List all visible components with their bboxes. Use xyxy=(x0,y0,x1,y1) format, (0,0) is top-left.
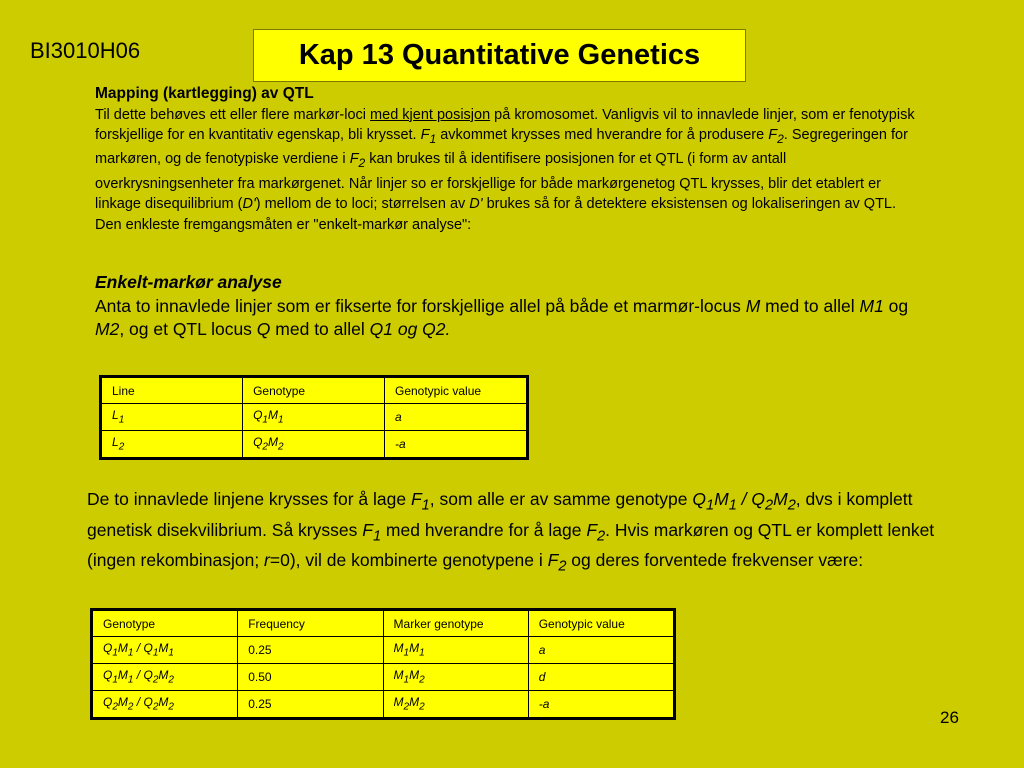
section-heading: Mapping (kartlegging) av QTL xyxy=(95,85,314,102)
subscript: 1 xyxy=(421,497,430,514)
symbol: M xyxy=(117,641,128,656)
symbol: r xyxy=(264,550,270,570)
symbol: M2 xyxy=(95,319,120,339)
subscript: 1 xyxy=(429,131,437,146)
symbol: F xyxy=(547,550,559,570)
subscript: 1 xyxy=(419,647,425,659)
subscript: 2 xyxy=(777,131,784,146)
text-run: De to innavlede linjene krysses for å lage xyxy=(87,489,411,509)
symbol: M xyxy=(158,641,169,656)
subscript: 2 xyxy=(787,497,796,514)
subscript: 2 xyxy=(558,558,567,575)
table-row xyxy=(101,404,528,431)
symbol: F xyxy=(362,519,373,540)
table-cell xyxy=(528,691,674,719)
subscript: 2 xyxy=(765,497,774,514)
symbol: M xyxy=(267,435,278,450)
cross-description xyxy=(87,487,947,579)
symbol: a xyxy=(538,643,546,657)
subscript: 1 xyxy=(127,674,134,686)
symbol: a xyxy=(394,410,402,424)
text-run: Anta to innavlede linjer som er fikserte for forskjellige allel på både et marmør-locus xyxy=(95,295,746,316)
header-cell: Marker genotype xyxy=(383,610,528,637)
symbol: M xyxy=(158,668,169,683)
symbol: M xyxy=(393,695,404,710)
table-cell xyxy=(243,431,385,459)
symbol: -a xyxy=(394,437,406,451)
symbol: D' xyxy=(469,196,483,213)
symbol: / Q xyxy=(736,489,765,509)
symbol: M xyxy=(158,695,169,710)
table-cell xyxy=(384,404,527,431)
table-cell xyxy=(383,691,528,719)
text-run: kan brukes til å identifisere posisjonen for et QTL (i form av antall overkrysningsenheter fra markørgenet. Når linjer so er forskjellige for både markørgenetog QTL krysses, blir det etablert er linkage disequilibrium ( xyxy=(95,151,882,213)
subscript: 2 xyxy=(168,674,174,686)
symbol: F xyxy=(410,489,422,509)
symbol: Q xyxy=(103,695,113,710)
table-row xyxy=(101,431,528,459)
header-cell: Genotype xyxy=(92,610,238,637)
table-header-row xyxy=(101,377,528,404)
symbol: M xyxy=(117,668,128,683)
text-run: . Hvis markøren og QTL er komplett lenket (ingen rekombinasjon; xyxy=(87,519,935,570)
subscript: 1 xyxy=(706,497,715,514)
symbol: M xyxy=(409,641,420,656)
text-run: på kromosomet. Vanligvis vil to innavlede linjer, som er fenotypisk forskjellige for en kvantitativ egenskap, bli krysset. xyxy=(95,106,915,143)
subscript: 1 xyxy=(112,674,118,686)
subscript: 2 xyxy=(127,701,134,713)
table-cell: 0.50 xyxy=(238,664,383,691)
header-cell: Genotype xyxy=(243,377,385,404)
table-cell xyxy=(528,637,674,664)
header-cell: Line xyxy=(101,377,243,404)
subscript: 2 xyxy=(419,701,425,713)
symbol: L xyxy=(112,408,119,423)
header-cell: Genotypic value xyxy=(384,377,527,404)
text-run: , og et QTL locus xyxy=(119,319,257,339)
section-heading: Enkelt-markør analyse xyxy=(95,272,282,292)
symbol: Q xyxy=(103,668,113,683)
subscript: 1 xyxy=(728,497,737,514)
symbol: Q xyxy=(143,668,153,683)
symbol: Q xyxy=(143,641,153,656)
symbol: M xyxy=(267,408,278,423)
page-number: 26 xyxy=(940,708,959,727)
subscript: 1 xyxy=(262,414,268,426)
lines-table xyxy=(99,375,529,460)
table-cell xyxy=(243,404,385,431)
subscript: 2 xyxy=(358,156,366,171)
text-run: med to allel xyxy=(270,319,370,339)
subscript: 2 xyxy=(597,528,606,544)
symbol: d xyxy=(538,670,546,684)
subscript: 1 xyxy=(277,414,284,426)
symbol: D' xyxy=(242,196,256,213)
symbol: M1 xyxy=(859,295,884,316)
separator: / xyxy=(133,668,144,683)
symbol: M xyxy=(714,489,729,509)
header-cell: Frequency xyxy=(238,610,383,637)
table-cell xyxy=(383,664,528,691)
subscript: 2 xyxy=(168,701,174,713)
symbol: M xyxy=(117,695,128,710)
header-cell: Genotypic value xyxy=(528,610,674,637)
symbol: F xyxy=(420,127,430,143)
table-cell xyxy=(384,431,527,459)
text-run: med hverandre for å lage xyxy=(381,519,587,540)
text-run: ) mellom de to loci; størrelsen av xyxy=(255,196,470,213)
table-row xyxy=(92,691,675,719)
symbol: F xyxy=(349,151,359,168)
table-row xyxy=(92,637,675,664)
subscript: 1 xyxy=(118,414,125,426)
subscript: 1 xyxy=(112,647,118,659)
course-code: BI3010H06 xyxy=(30,38,141,63)
text-run: , dvs i komplett genetisk disekvilibrium. Så krysses xyxy=(87,489,913,540)
symbol: Q xyxy=(143,695,153,710)
symbol: M xyxy=(393,641,404,656)
underlined-text: med kjent posisjon xyxy=(370,106,491,123)
subscript: 1 xyxy=(152,647,159,659)
text-run: avkommet krysses med hverandre for å produsere xyxy=(436,127,769,143)
symbol: Q xyxy=(256,319,271,339)
text-run: og deres forventede frekvenser være: xyxy=(566,550,864,570)
symbol: M xyxy=(745,295,761,316)
subscript: 2 xyxy=(403,701,410,713)
table-cell xyxy=(92,637,238,664)
subscript: 1 xyxy=(372,528,382,544)
subscript: 2 xyxy=(112,701,118,713)
slide-title: Kap 13 Quantitative Genetics xyxy=(253,29,746,82)
symbol: Q xyxy=(692,489,706,509)
text-run: med to allel xyxy=(760,295,860,316)
symbol: M xyxy=(409,668,420,683)
subscript: 1 xyxy=(168,647,174,659)
table-cell xyxy=(383,637,528,664)
subscript: 2 xyxy=(152,674,159,686)
subscript: 1 xyxy=(127,647,134,659)
symbol: M xyxy=(393,668,404,683)
symbol: L xyxy=(112,435,119,450)
table-cell xyxy=(92,691,238,719)
symbol: F xyxy=(768,127,778,143)
subscript: 2 xyxy=(277,441,284,453)
table-cell xyxy=(528,664,674,691)
text-run: Til dette behøves ett eller flere markør-loci xyxy=(95,106,371,123)
separator: / xyxy=(133,641,144,656)
separator: / xyxy=(133,695,144,710)
table-cell xyxy=(101,431,243,459)
f2-genotypes-table xyxy=(90,608,676,720)
section-single-marker xyxy=(95,271,925,342)
symbol: Q xyxy=(103,641,113,656)
subscript: 1 xyxy=(403,674,410,686)
section-body xyxy=(95,295,925,342)
text-run: . Segregeringen for markøren, og de fenotypiske verdiene i xyxy=(95,127,908,168)
text-run: , som alle er av samme genotype xyxy=(429,489,693,509)
table-cell xyxy=(92,664,238,691)
subscript: 2 xyxy=(118,441,125,453)
subscript: 1 xyxy=(403,647,410,659)
subscript: 2 xyxy=(262,441,268,453)
subscript: 2 xyxy=(419,674,425,686)
text-run: brukes så for å detektere eksistensen og lokaliseringen av QTL. Den enkleste fremgangsmåten er "enkelt-markør analyse": xyxy=(95,196,897,233)
symbol: -a xyxy=(538,697,550,711)
text-run: og xyxy=(883,295,909,316)
symbol: Q xyxy=(253,408,263,423)
symbol: Q xyxy=(253,435,263,450)
table-cell: 0.25 xyxy=(238,637,383,664)
table-header-row xyxy=(92,610,675,637)
symbol: M xyxy=(773,489,788,509)
text-run: =0), vil de kombinerte genotypene i xyxy=(269,550,548,570)
section-body xyxy=(95,105,925,236)
table-cell xyxy=(101,404,243,431)
table-cell: 0.25 xyxy=(238,691,383,719)
symbol: Q1 og Q2. xyxy=(369,319,451,339)
section-qtl-mapping xyxy=(95,84,925,235)
subscript: 2 xyxy=(152,701,159,713)
table-row xyxy=(92,664,675,691)
symbol: M xyxy=(409,695,420,710)
symbol: F xyxy=(586,519,598,540)
